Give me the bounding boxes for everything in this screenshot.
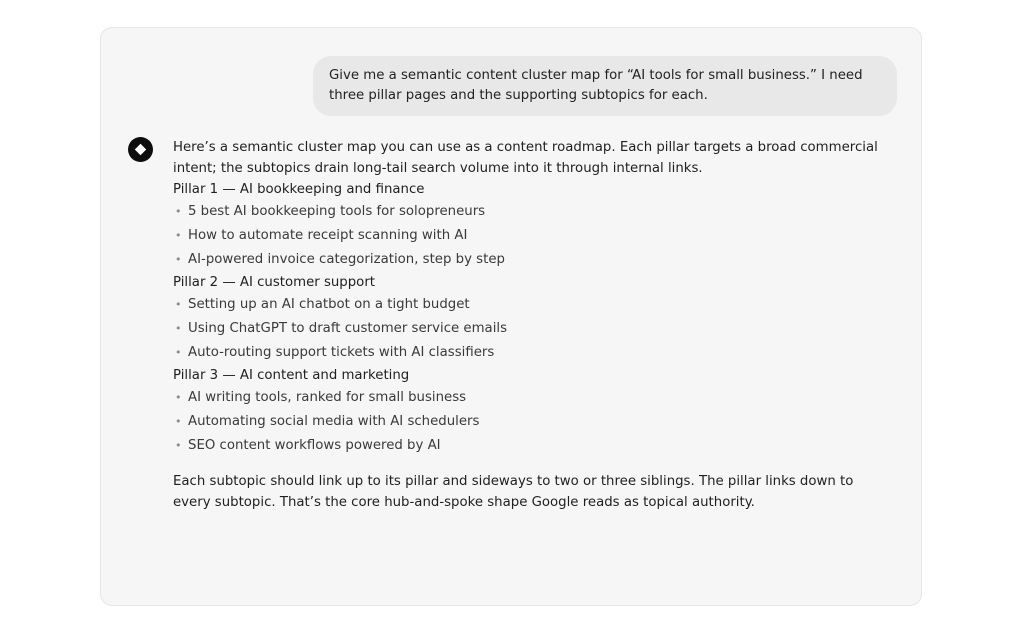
bullet: • [175, 415, 182, 428]
openai-logo-icon [128, 137, 153, 162]
pillar-title: Pillar 2 — AI customer support [173, 275, 375, 290]
list-item: • How to automate receipt scanning with AI [173, 224, 883, 248]
diamond-icon [134, 143, 147, 156]
pillar-section-3 [173, 365, 883, 458]
list-item: • 5 best AI bookkeeping tools for solopreneurs [173, 200, 883, 224]
assistant-intro: Here’s a semantic cluster map you can use as a content roadmap. Each pillar targets a broad commercial intent; the subtopics drain long-tail search volume into it through internal links. [173, 140, 878, 176]
user-message-text: Give me a semantic content cluster map for “AI tools for small business.” I need three pillar pages and the supporting subtopics for each. [329, 68, 863, 103]
pillar-section-1 [173, 179, 883, 272]
chat-panel [100, 27, 922, 606]
subtopic-list [173, 293, 883, 365]
list-item: • Setting up an AI chatbot on a tight budget [173, 293, 883, 317]
bullet: • [175, 298, 182, 311]
bullet: • [175, 229, 182, 242]
list-item: • Automating social media with AI schedulers [173, 410, 883, 434]
list-item: • Using ChatGPT to draft customer service emails [173, 317, 883, 341]
list-item: • AI-powered invoice categorization, step by step [173, 248, 883, 272]
subtopic-list [173, 386, 883, 458]
bullet: • [175, 205, 182, 218]
bullet: • [175, 391, 182, 404]
list-item: • AI writing tools, ranked for small business [173, 386, 883, 410]
pillar-title: Pillar 3 — AI content and marketing [173, 368, 410, 383]
pillar-title: Pillar 1 — AI bookkeeping and finance [173, 182, 425, 197]
assistant-message [173, 137, 883, 513]
bullet: • [175, 253, 182, 266]
assistant-outro: Each subtopic should link up to its pillar and sideways to two or three siblings. The pillar links down to every subtopic. That’s the core hub-and-spoke shape Google reads as topical authority. [173, 474, 854, 510]
user-message-bubble [313, 56, 897, 116]
list-item: • SEO content workflows powered by AI [173, 434, 883, 458]
pillar-section-2 [173, 272, 883, 365]
bullet: • [175, 322, 182, 335]
subtopic-list [173, 200, 883, 272]
bullet: • [175, 439, 182, 452]
bullet: • [175, 346, 182, 359]
list-item: • Auto-routing support tickets with AI classifiers [173, 341, 883, 365]
